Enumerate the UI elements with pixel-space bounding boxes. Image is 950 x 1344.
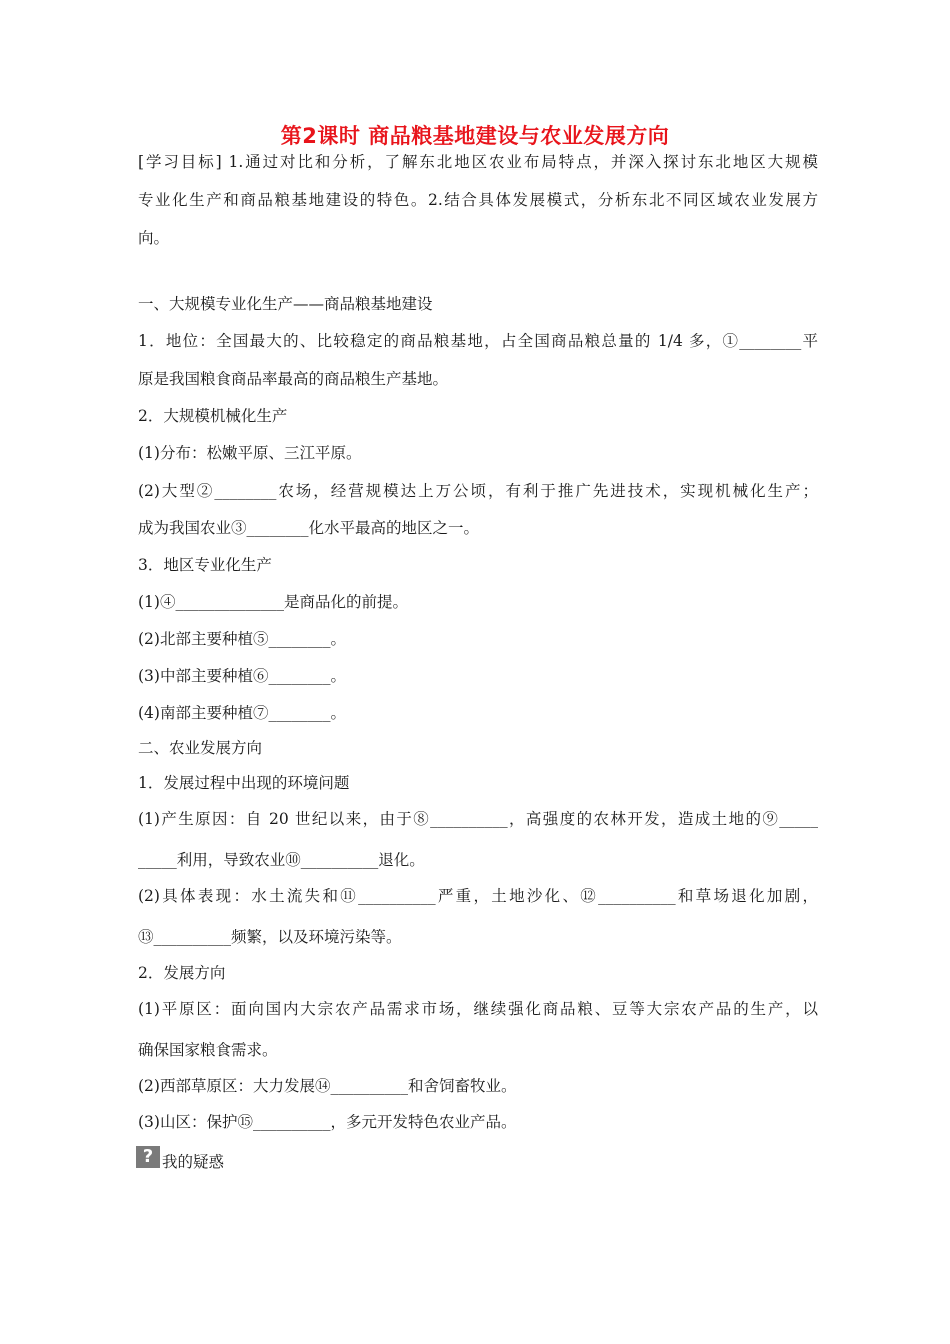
learning-goals-line-2: 专业化生产和商品粮基地建设的特色。2.结合具体发展模式，分析东北不同区域农业发展方 — [138, 191, 818, 209]
text-line: (1)④______________是商品化的前提。 — [138, 593, 408, 611]
question-mark-icon: ? — [136, 1146, 160, 1168]
text-line: 1．地位：全国最大的、比较稳定的商品粮基地，占全国商品粮总量的 1/4 多，①________平 — [138, 332, 818, 350]
text-line: 原是我国粮食商品率最高的商品粮生产基地。 — [138, 370, 449, 388]
text-line: (4)南部主要种植⑦________。 — [138, 704, 346, 722]
text-line: (2)北部主要种植⑤________。 — [138, 630, 346, 648]
text-line: (1)产生原因：自 20 世纪以来，由于⑧__________，高强度的农林开发，造成土地的⑨_____ — [138, 810, 818, 828]
text-line: (1)分布：松嫩平原、三江平原。 — [138, 444, 362, 462]
section-heading-1: 一、大规模专业化生产——商品粮基地建设 — [138, 295, 433, 313]
text-line: 确保国家粮食需求。 — [138, 1041, 278, 1059]
text-line: (3)山区：保护⑮__________，多元开发特色农业产品。 — [138, 1113, 517, 1131]
section-heading-2: 二、农业发展方向 — [138, 739, 263, 757]
text-line: (2)大型②________农场，经营规模达上万公顷，有利于推广先进技术，实现机械化生产； — [138, 482, 818, 500]
text-line: 成为我国农业③________化水平最高的地区之一。 — [138, 519, 480, 537]
text-line: (3)中部主要种植⑥________。 — [138, 667, 346, 685]
text-line: (2)西部草原区：大力发展⑭__________和舍饲畜牧业。 — [138, 1077, 517, 1095]
my-doubts-label: 我的疑惑 — [162, 1153, 225, 1171]
subheading: 1．发展过程中出现的环境问题 — [138, 774, 350, 792]
subheading: 2．发展方向 — [138, 964, 226, 982]
lesson-title: 第2课时 商品粮基地建设与农业发展方向 — [280, 124, 670, 148]
text-line: (1)平原区：面向国内大宗农产品需求市场，继续强化商品粮、豆等大宗农产品的生产，以 — [138, 1000, 818, 1018]
text-line: ⑬__________频繁，以及环境污染等。 — [138, 928, 402, 946]
learning-goals-line-3: 向。 — [138, 229, 170, 247]
subheading: 2．大规模机械化生产 — [138, 407, 288, 425]
subheading: 3．地区专业化生产 — [138, 556, 272, 574]
text-line: (2)具体表现：水土流失和⑪__________严重，土地沙化、⑫__________和草场退化加剧， — [138, 887, 818, 905]
text-line: _____利用，导致农业⑩__________退化。 — [138, 851, 425, 869]
learning-goals-line-1: [学习目标] 1.通过对比和分析，了解东北地区农业布局特点，并深入探讨东北地区大规模 — [138, 153, 818, 171]
